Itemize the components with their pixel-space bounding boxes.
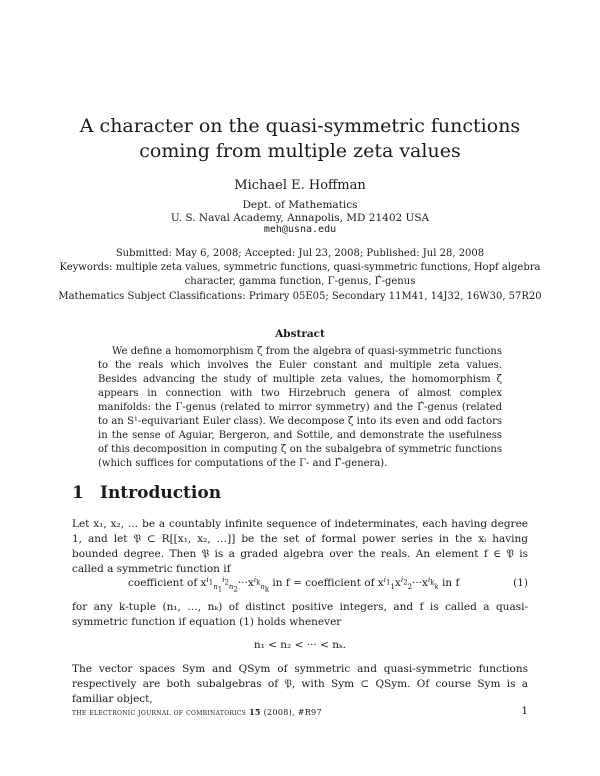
abstract-heading: Abstract: [275, 328, 325, 340]
title-line-2: coming from multiple zeta values: [139, 140, 461, 162]
paper-title: [0, 114, 600, 164]
equation-1-label: (1): [513, 577, 528, 589]
journal-volume: 15: [249, 707, 261, 717]
equation-1-left: coefficient of x: [128, 577, 207, 589]
equation-1-middle: in f = coefficient of x: [269, 577, 384, 589]
page-number: 1: [521, 705, 528, 717]
keywords-line-1: Keywords: multiple zeta values, symmetric functions, quasi-symmetric functions, Hopf algebra: [59, 262, 541, 273]
intro-paragraph-2: for any k-tuple (n₁, …, nₖ) of distinct positive integers, and f is called a quasi-symmetric function if equation (1) holds whenever: [72, 601, 528, 628]
author-institution: U. S. Naval Academy, Annapolis, MD 21402 USA: [170, 212, 430, 224]
journal-year-article: (2008), #R97: [263, 708, 322, 717]
intro-paragraph-3: The vector spaces Sym and QSym of symmetric and quasi-symmetric functions respectively are both subalgebras of 𝔓, with Sym ⊂ QSym. Of course Sym is a familiar object,: [72, 663, 528, 705]
equation-1-right: in f: [438, 577, 460, 589]
journal-name: the electronic journal of combinatorics: [72, 708, 247, 717]
section-heading: [72, 483, 221, 503]
keywords-line-2: character, gamma function, Γ-genus, Γ̂-genus: [184, 276, 416, 287]
title-line-1: A character on the quasi-symmetric functions: [79, 115, 521, 137]
intro-paragraph-1: Let x₁, x₂, … be a countably infinite sequence of indeterminates, each having degree 1, and let 𝔓 ⊂ R[[x₁, x₂, …]] be the set of formal power series in the xᵢ having bounded degree. Then 𝔓 is a graded algebra over the reals. An element f ∈ 𝔓 is called a symmetric function if: [72, 518, 528, 575]
abstract-text: We define a homomorphism ζ from the algebra of quasi-symmetric functions to the reals which involves the Euler constant and multiple zeta values. Besides advancing the study of multiple zeta values, the homomorphism ζ appears in connection with two Hirzebruch genera of almost complex manifolds: the Γ-genus (related to mirror symmetry) and the Γ̂-genus (related to an S¹-equivariant Euler class). We decompose ζ into its even and odd factors in the sense of Aguiar, Bergeron, and Sottile, and demonstrate the usefulness of this decomposition in computing ζ on the subalgebra of symmetric functions (which suffices for computations of the Γ- and Γ̂-genera).: [98, 346, 502, 469]
section-title: Introduction: [100, 483, 222, 503]
section-number: 1: [72, 483, 84, 503]
author-name: Michael E. Hoffman: [234, 178, 366, 193]
author-email: meh@usna.edu: [263, 224, 337, 235]
equation-1: coefficient of $x^{i_1}_{n_1}^{i_2}_{n_2}\cdot\cdot\cdot x^{i_k}_{n_k}$ in f = coefficient of $x^{i_1}_1x^{i_2}_2\cdot\cdot\cdot x^{i_k}_k$ in f: [128, 575, 460, 594]
author-department: Dept. of Mathematics: [242, 199, 358, 211]
submission-dates: Submitted: May 6, 2008; Accepted: Jul 23, 2008; Published: Jul 28, 2008: [115, 248, 485, 259]
equation-2: n₁ < n₂ < ··· < nₖ.: [253, 639, 347, 651]
msc-classification: Mathematics Subject Classifications: Primary 05E05; Secondary 11M41, 14J32, 16W30, 57R20: [58, 291, 542, 302]
journal-footer: [72, 707, 322, 717]
